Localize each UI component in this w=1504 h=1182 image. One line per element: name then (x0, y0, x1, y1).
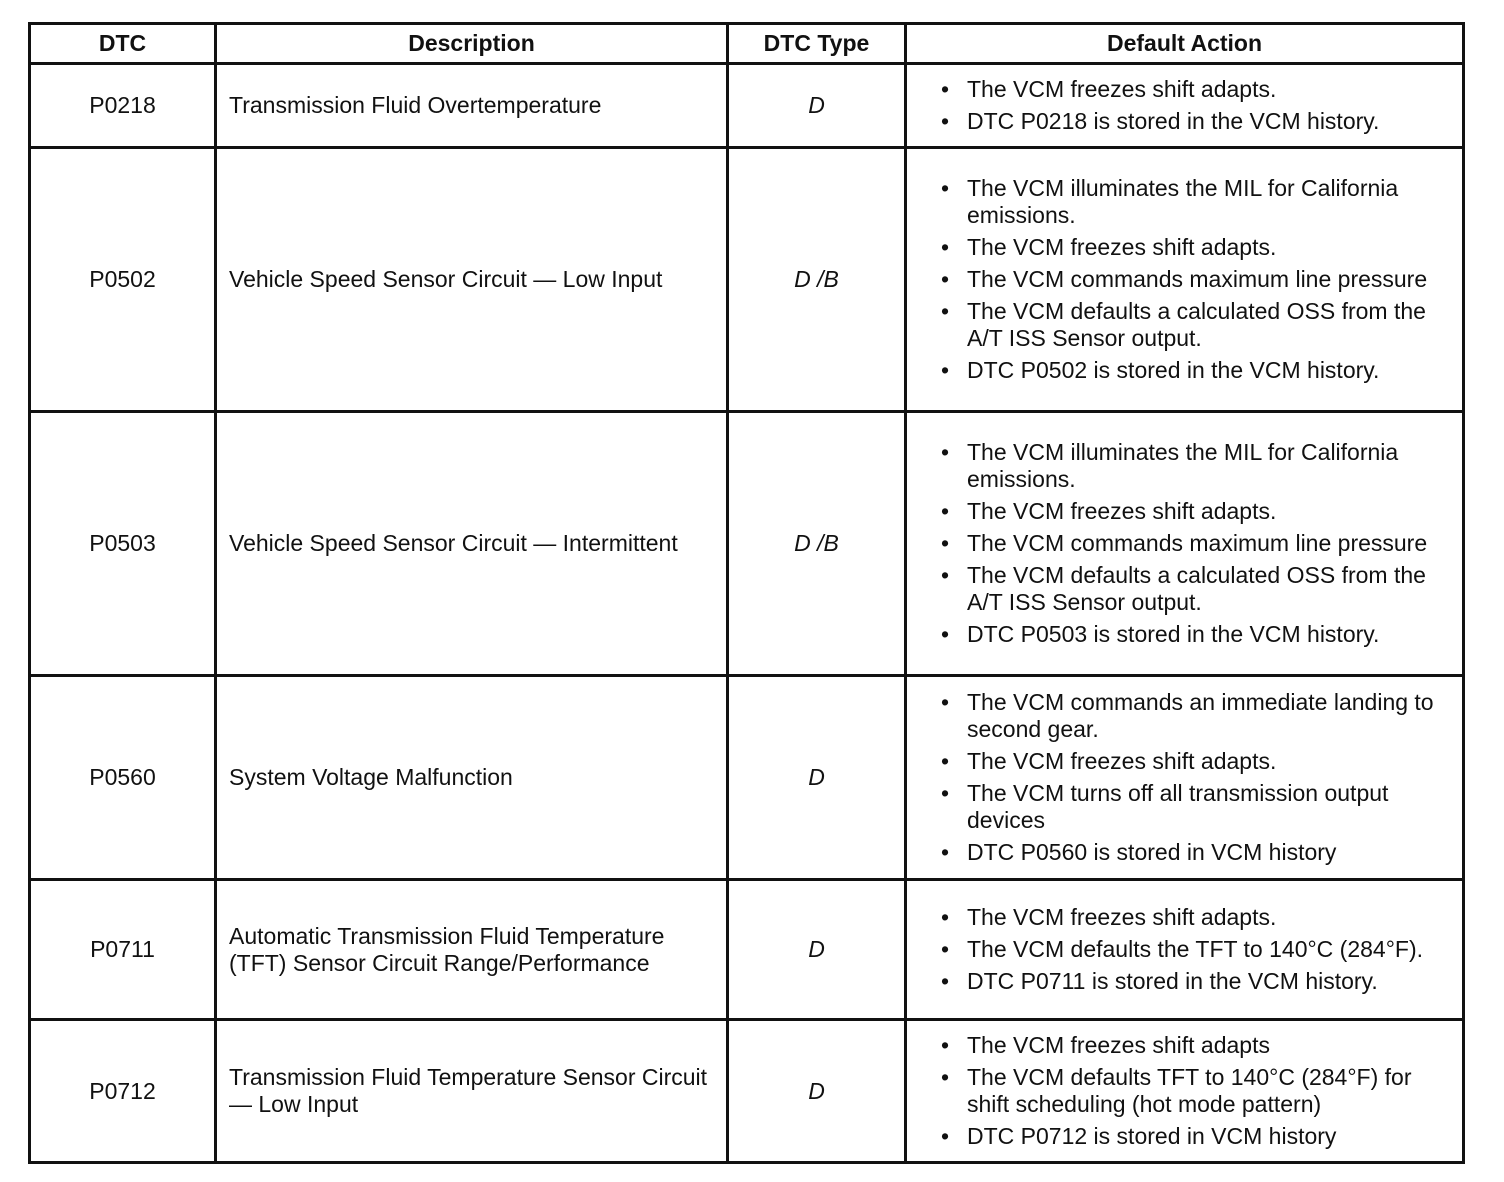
dtc-description: System Voltage Malfunction (216, 676, 728, 880)
default-actions (906, 412, 1464, 676)
default-actions (906, 880, 1464, 1020)
dtc-type: D (728, 880, 906, 1020)
header-default-action: Default Action (906, 24, 1464, 64)
header-row (30, 24, 1464, 64)
action-list (941, 904, 1450, 995)
action-item: • The VCM commands maximum line pressure (941, 266, 1450, 293)
dtc-table (28, 22, 1465, 1164)
dtc-type: D /B (728, 412, 906, 676)
action-list (941, 175, 1450, 384)
table-row (30, 1020, 1464, 1163)
action-item: • The VCM turns off all transmission output devices (941, 780, 1450, 834)
action-item: • DTC P0503 is stored in the VCM history. (941, 621, 1450, 648)
dtc-description: Vehicle Speed Sensor Circuit — Low Input (216, 148, 728, 412)
dtc-code: P0560 (30, 676, 216, 880)
action-item: • The VCM freezes shift adapts. (941, 76, 1450, 103)
table-row (30, 412, 1464, 676)
action-list (941, 439, 1450, 648)
dtc-code: P0218 (30, 64, 216, 148)
action-item: • DTC P0712 is stored in VCM history (941, 1123, 1450, 1150)
dtc-code: P0502 (30, 148, 216, 412)
action-item: • The VCM freezes shift adapts. (941, 748, 1450, 775)
header-description: Description (216, 24, 728, 64)
dtc-code: P0712 (30, 1020, 216, 1163)
action-list (941, 76, 1450, 135)
header-dtc: DTC (30, 24, 216, 64)
action-list (941, 1032, 1450, 1150)
default-actions (906, 676, 1464, 880)
action-list (941, 689, 1450, 866)
dtc-type: D (728, 64, 906, 148)
table-row (30, 148, 1464, 412)
dtc-description: Transmission Fluid Overtemperature (216, 64, 728, 148)
default-actions (906, 64, 1464, 148)
action-item: • The VCM illuminates the MIL for California emissions. (941, 439, 1450, 493)
action-item: • The VCM defaults a calculated OSS from the A/T ISS Sensor output. (941, 298, 1450, 352)
table-row (30, 64, 1464, 148)
table-row (30, 880, 1464, 1020)
action-item: • The VCM illuminates the MIL for California emissions. (941, 175, 1450, 229)
default-actions (906, 148, 1464, 412)
dtc-code: P0711 (30, 880, 216, 1020)
action-item: • The VCM defaults TFT to 140°C (284°F) for shift scheduling (hot mode pattern) (941, 1064, 1450, 1118)
action-item: • The VCM commands an immediate landing to second gear. (941, 689, 1450, 743)
action-item: • The VCM defaults the TFT to 140°C (284°F). (941, 936, 1450, 963)
dtc-description: Automatic Transmission Fluid Temperature (TFT) Sensor Circuit Range/Performance (216, 880, 728, 1020)
header-dtc-type: DTC Type (728, 24, 906, 64)
action-item: • The VCM defaults a calculated OSS from the A/T ISS Sensor output. (941, 562, 1450, 616)
dtc-code: P0503 (30, 412, 216, 676)
action-item: • DTC P0560 is stored in VCM history (941, 839, 1450, 866)
dtc-type: D (728, 676, 906, 880)
table-body (30, 64, 1464, 1163)
dtc-type: D (728, 1020, 906, 1163)
dtc-type: D /B (728, 148, 906, 412)
action-item: • The VCM commands maximum line pressure (941, 530, 1450, 557)
action-item: • The VCM freezes shift adapts. (941, 234, 1450, 261)
dtc-description: Vehicle Speed Sensor Circuit — Intermittent (216, 412, 728, 676)
table-row (30, 676, 1464, 880)
dtc-description: Transmission Fluid Temperature Sensor Circuit — Low Input (216, 1020, 728, 1163)
action-item: • The VCM freezes shift adapts. (941, 498, 1450, 525)
action-item: • The VCM freezes shift adapts (941, 1032, 1450, 1059)
action-item: • DTC P0218 is stored in the VCM history. (941, 108, 1450, 135)
action-item: • DTC P0711 is stored in the VCM history. (941, 968, 1450, 995)
action-item: • DTC P0502 is stored in the VCM history. (941, 357, 1450, 384)
default-actions (906, 1020, 1464, 1163)
action-item: • The VCM freezes shift adapts. (941, 904, 1450, 931)
dtc-table-container (28, 22, 1462, 1164)
